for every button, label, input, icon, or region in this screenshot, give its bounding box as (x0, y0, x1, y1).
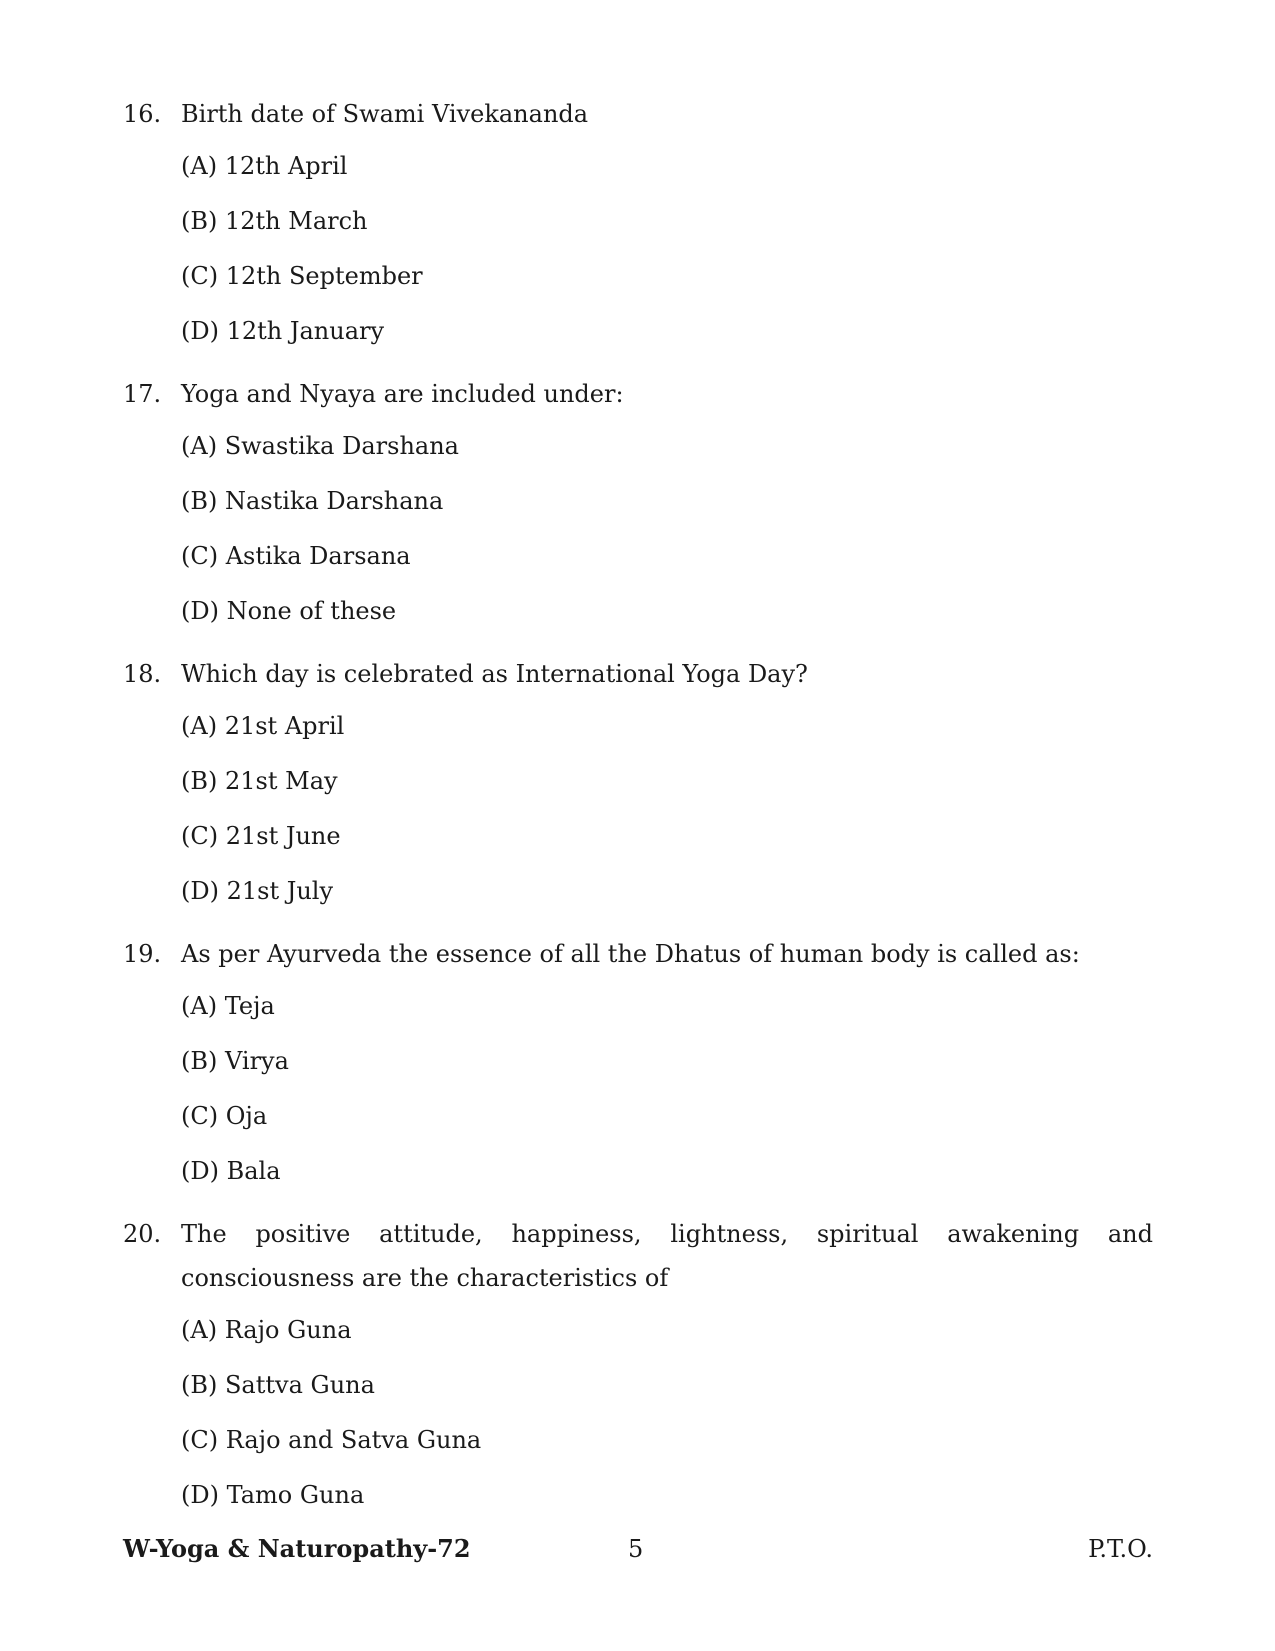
option-list (181, 704, 1153, 913)
question-number: 17. (123, 380, 162, 408)
option-b: (B) 21st May (181, 767, 338, 795)
question-20 (123, 1212, 1153, 1517)
question-text: Yoga and Nyaya are included under: (181, 380, 624, 408)
option-list (181, 424, 1153, 633)
question-number: 19. (123, 940, 162, 968)
option-a: (A) Teja (181, 992, 275, 1020)
option-c: (C) 12th September (181, 262, 423, 290)
option-list (181, 984, 1153, 1193)
please-turn-over: P.T.O. (1088, 1535, 1153, 1563)
question-16 (123, 92, 1153, 353)
page-number: 5 (628, 1535, 644, 1563)
question-number: 16. (123, 100, 162, 128)
paper-code: W-Yoga & Naturopathy-72 (123, 1534, 471, 1563)
option-d: (D) 21st July (181, 877, 334, 905)
option-b: (B) Nastika Darshana (181, 487, 444, 515)
question-text: Birth date of Swami Vivekananda (181, 100, 589, 128)
option-d: (D) 12th January (181, 317, 385, 345)
option-a: (A) Rajo Guna (181, 1316, 352, 1344)
option-b: (B) 12th March (181, 207, 368, 235)
option-list (181, 144, 1153, 353)
question-18 (123, 652, 1153, 913)
question-text: As per Ayurveda the essence of all the Dhatus of human body is called as: (181, 940, 1080, 968)
question-text: Which day is celebrated as International Yoga Day? (181, 660, 808, 688)
question-number: 18. (123, 660, 162, 688)
option-c: (C) Rajo and Satva Guna (181, 1426, 482, 1454)
option-b: (B) Virya (181, 1047, 289, 1075)
question-17 (123, 372, 1153, 633)
page-footer (123, 1527, 1153, 1571)
option-c: (C) Oja (181, 1102, 268, 1130)
option-a: (A) Swastika Darshana (181, 432, 459, 460)
question-text: The positive attitude, happiness, lightness, spiritual awakening and consciousness are the characteristics of (181, 1220, 1153, 1292)
option-a: (A) 21st April (181, 712, 345, 740)
question-19 (123, 932, 1153, 1193)
option-list (181, 1308, 1153, 1517)
option-d: (D) Bala (181, 1157, 281, 1185)
question-number: 20. (123, 1220, 162, 1248)
question-list (123, 92, 1153, 1536)
option-a: (A) 12th April (181, 152, 348, 180)
option-c: (C) Astika Darsana (181, 542, 411, 570)
option-d: (D) None of these (181, 597, 397, 625)
option-d: (D) Tamo Guna (181, 1481, 365, 1509)
option-b: (B) Sattva Guna (181, 1371, 375, 1399)
option-c: (C) 21st June (181, 822, 341, 850)
